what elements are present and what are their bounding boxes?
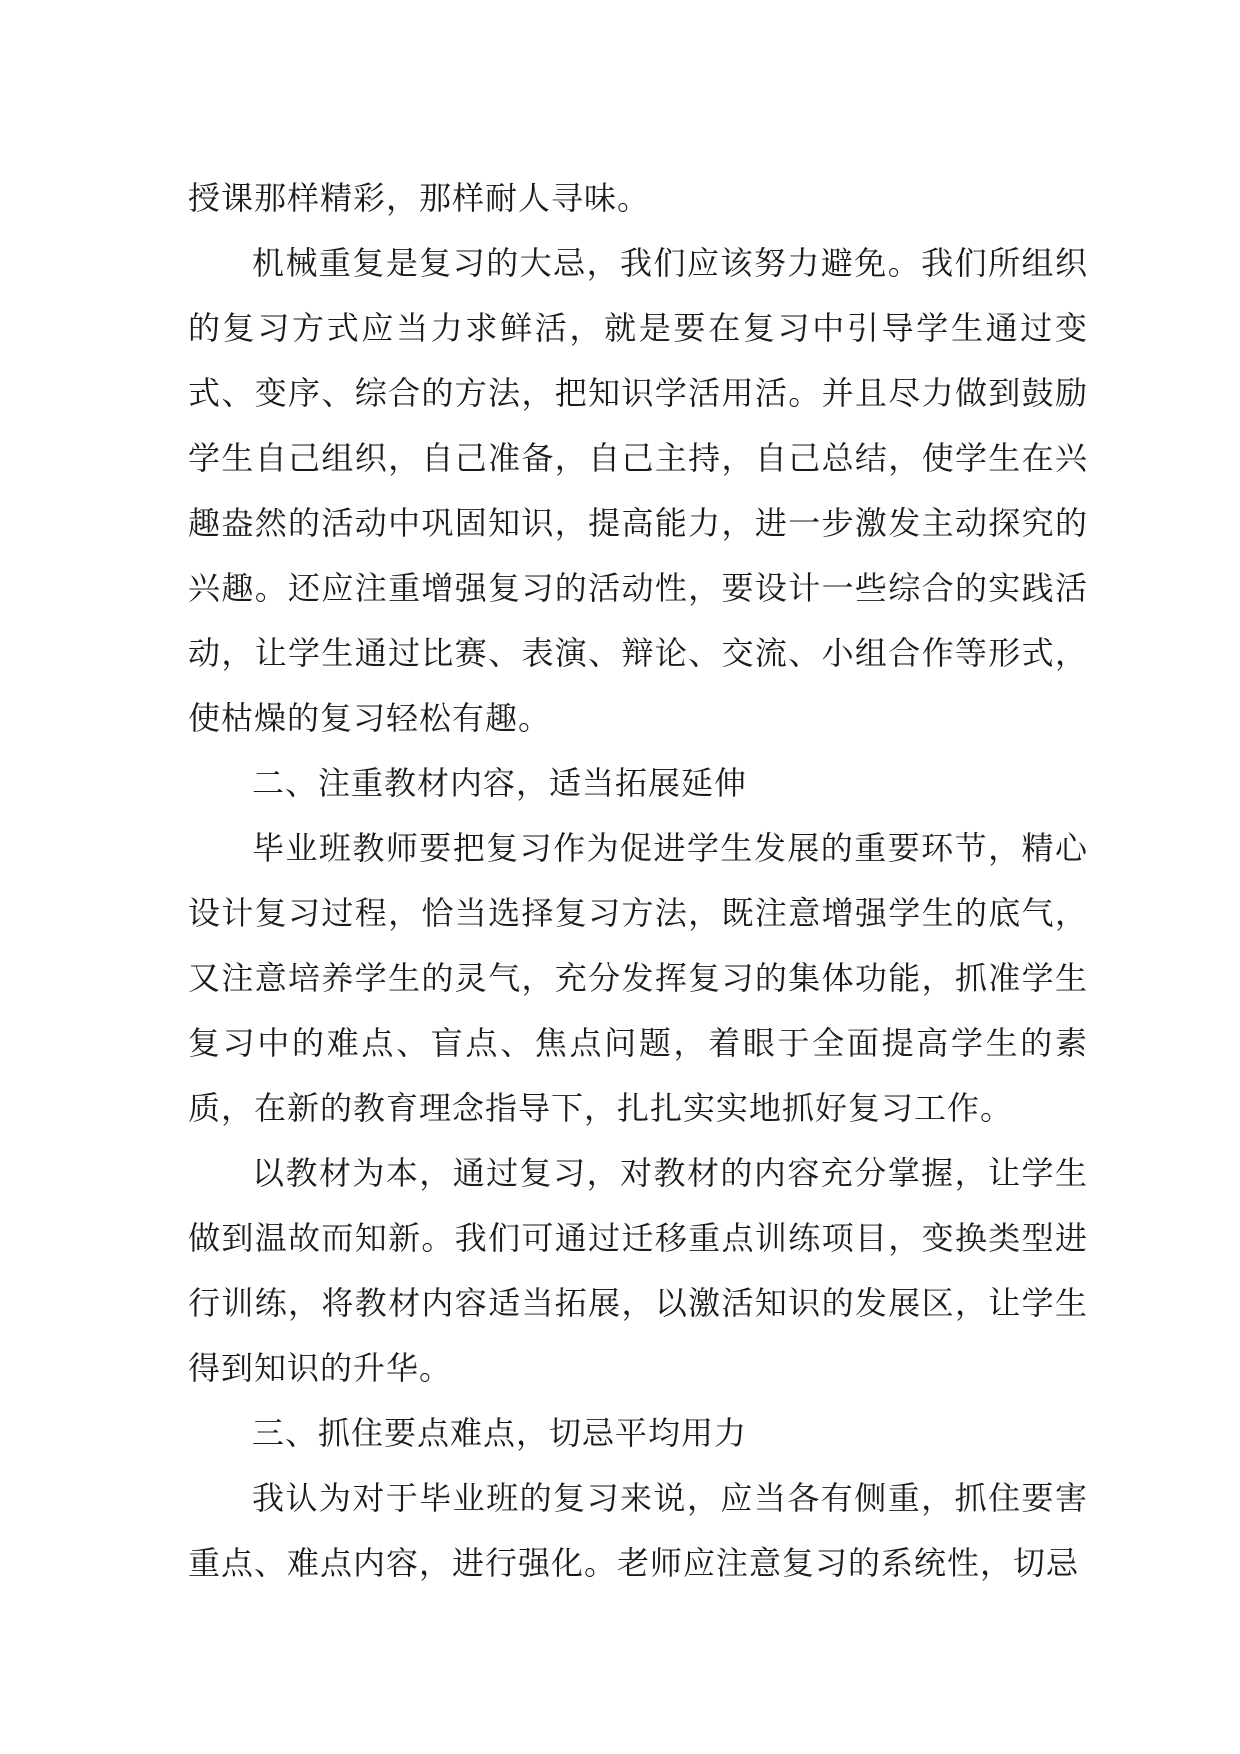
paragraph-2: 机械重复是复习的大忌，我们应该努力避免。我们所组织的复习方式应当力求鲜活，就是要在复习中引导学生通过变式、变序、综合的方法，把知识学活用活。并且尽力做到鼓励学生自己组织，自己准备，自己主持，自己总结，使学生在兴趣盎然的活动中巩固知识，提高能力，进一步激发主动探究的兴趣。还应注重增强复习的活动性，要设计一些综合的实践活动，让学生通过比赛、表演、辩论、交流、小组合作等形式，使枯燥的复习轻松有趣。 (188, 244, 1088, 737)
paragraph-1: 授课那样精彩，那样耐人寻味。 (188, 179, 651, 217)
paragraph-5: 我认为对于毕业班的复习来说，应当各有侧重，抓住要害重点、难点内容，进行强化。老师应注意复习的系统性，切忌 (188, 1479, 1088, 1582)
paragraph-4: 以教材为本，通过复习，对教材的内容充分掌握，让学生做到温故而知新。我们可通过迁移重点训练项目，变换类型进行训练，将教材内容适当拓展，以激活知识的发展区，让学生得到知识的升华。 (188, 1154, 1088, 1387)
section-heading-2: 二、注重教材内容，适当拓展延伸 (252, 764, 748, 802)
paragraph-3: 毕业班教师要把复习作为促进学生发展的重要环节，精心设计复习过程，恰当选择复习方法，既注意增强学生的底气，又注意培养学生的灵气，充分发挥复习的集体功能，抓准学生复习中的难点、盲点、焦点问题，着眼于全面提高学生的素质，在新的教育理念指导下，扎扎实实地抓好复习工作。 (188, 829, 1088, 1127)
document-body (188, 166, 1088, 1596)
section-heading-3: 三、抓住要点难点，切忌平均用力 (252, 1414, 748, 1452)
